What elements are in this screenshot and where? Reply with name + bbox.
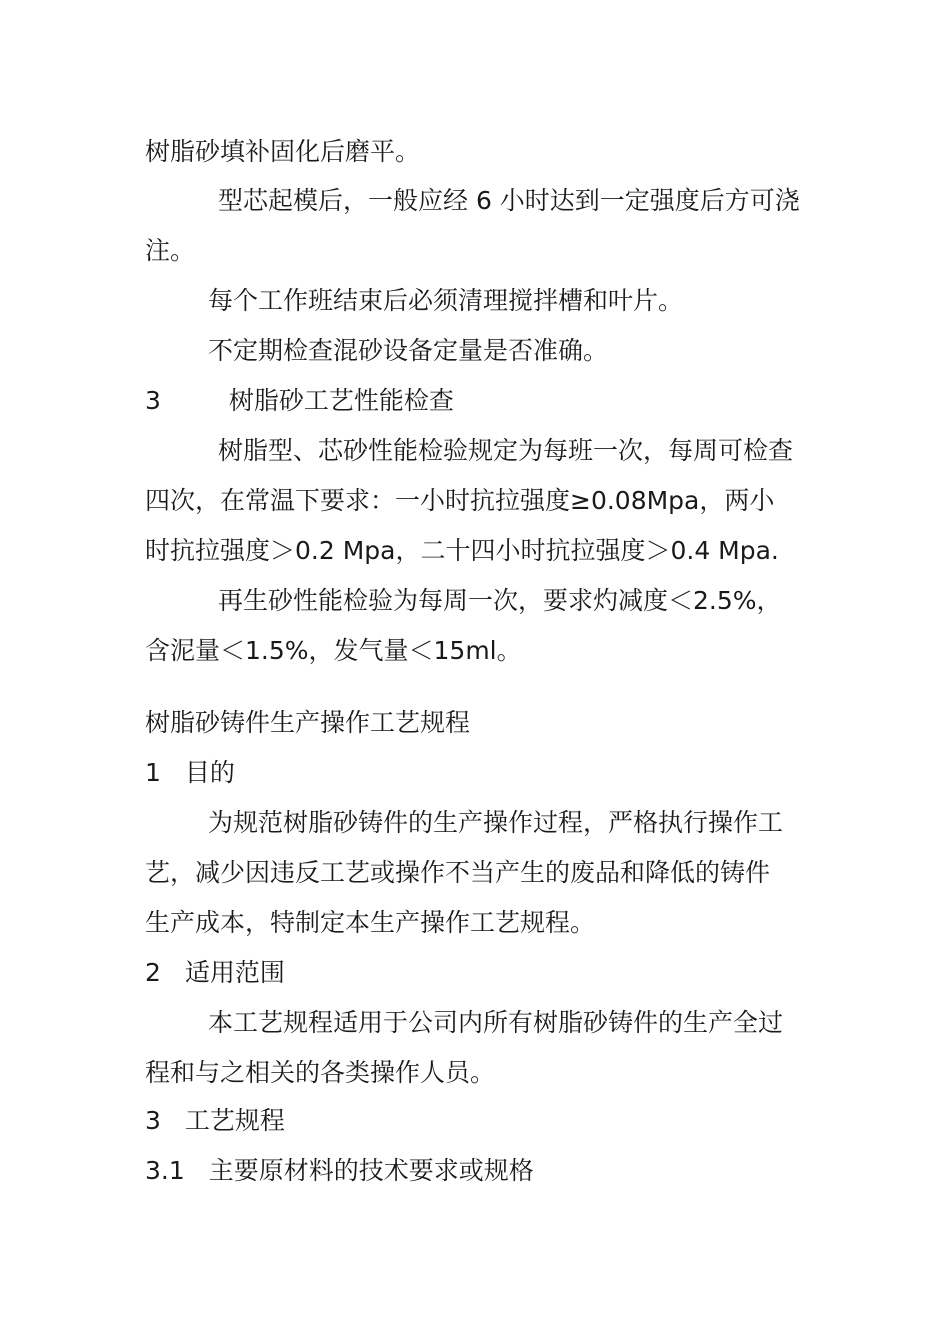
- section-title: 主要原材料的技术要求或规格: [208, 1156, 534, 1185]
- paragraph-reclaim-line-1: 再生砂性能检验为每周一次，要求灼减度＜2.5%，: [218, 586, 782, 615]
- paragraph-scope-line-2: 程和与之相关的各类操作人员。: [145, 1058, 496, 1087]
- paragraph-reclaim-line-2: 含泥量＜1.5%，发气量＜15ml。: [145, 636, 522, 665]
- section-title: 工艺规程: [184, 1106, 285, 1135]
- paragraph-check-equipment: 不定期检查混砂设备定量是否准确。: [208, 336, 609, 365]
- section-number: 3: [145, 1106, 161, 1135]
- section-3-1-heading: [145, 1156, 534, 1186]
- paragraph-test-line-2: 四次，在常温下要求：一小时抗拉强度≥0.08Mpa，两小: [145, 486, 775, 515]
- section-title: 适用范围: [184, 958, 285, 987]
- section-title: 目的: [184, 758, 235, 787]
- section-3-heading: [145, 386, 454, 416]
- paragraph-fill-tail: 树脂砂填补固化后磨平。: [145, 137, 421, 166]
- section-1-heading: [145, 758, 235, 788]
- document-title: 树脂砂铸件生产操作工艺规程: [145, 708, 471, 737]
- section-number: 2: [145, 958, 161, 987]
- paragraph-clean: 每个工作班结束后必须清理搅拌槽和叶片。: [208, 286, 684, 315]
- paragraph-purpose-line-3: 生产成本，特制定本生产操作工艺规程。: [145, 908, 596, 937]
- paragraph-test-line-1: 树脂型、芯砂性能检验规定为每班一次，每周可检查: [218, 436, 794, 465]
- paragraph-purpose-line-2: 艺，减少因违反工艺或操作不当产生的废品和降低的铸件: [145, 858, 771, 887]
- section-2-heading: [145, 958, 285, 988]
- paragraph-core-line-1: 型芯起模后，一般应经 6 小时达到一定强度后方可浇: [218, 186, 800, 215]
- paragraph-scope-line-1: 本工艺规程适用于公司内所有树脂砂铸件的生产全过: [208, 1008, 784, 1037]
- section-number: 3.1: [145, 1156, 185, 1185]
- section-title: 树脂砂工艺性能检查: [228, 386, 454, 415]
- section-number: 1: [145, 758, 161, 787]
- paragraph-test-line-3: 时抗拉强度＞0.2 Mpa，二十四小时抗拉强度＞0.4 Mpa.: [145, 536, 779, 565]
- paragraph-purpose-line-1: 为规范树脂砂铸件的生产操作过程，严格执行操作工: [208, 808, 784, 837]
- paragraph-core-line-2: 注。: [145, 236, 196, 265]
- section-3-heading-procedure: [145, 1106, 285, 1136]
- section-number: 3: [145, 386, 161, 415]
